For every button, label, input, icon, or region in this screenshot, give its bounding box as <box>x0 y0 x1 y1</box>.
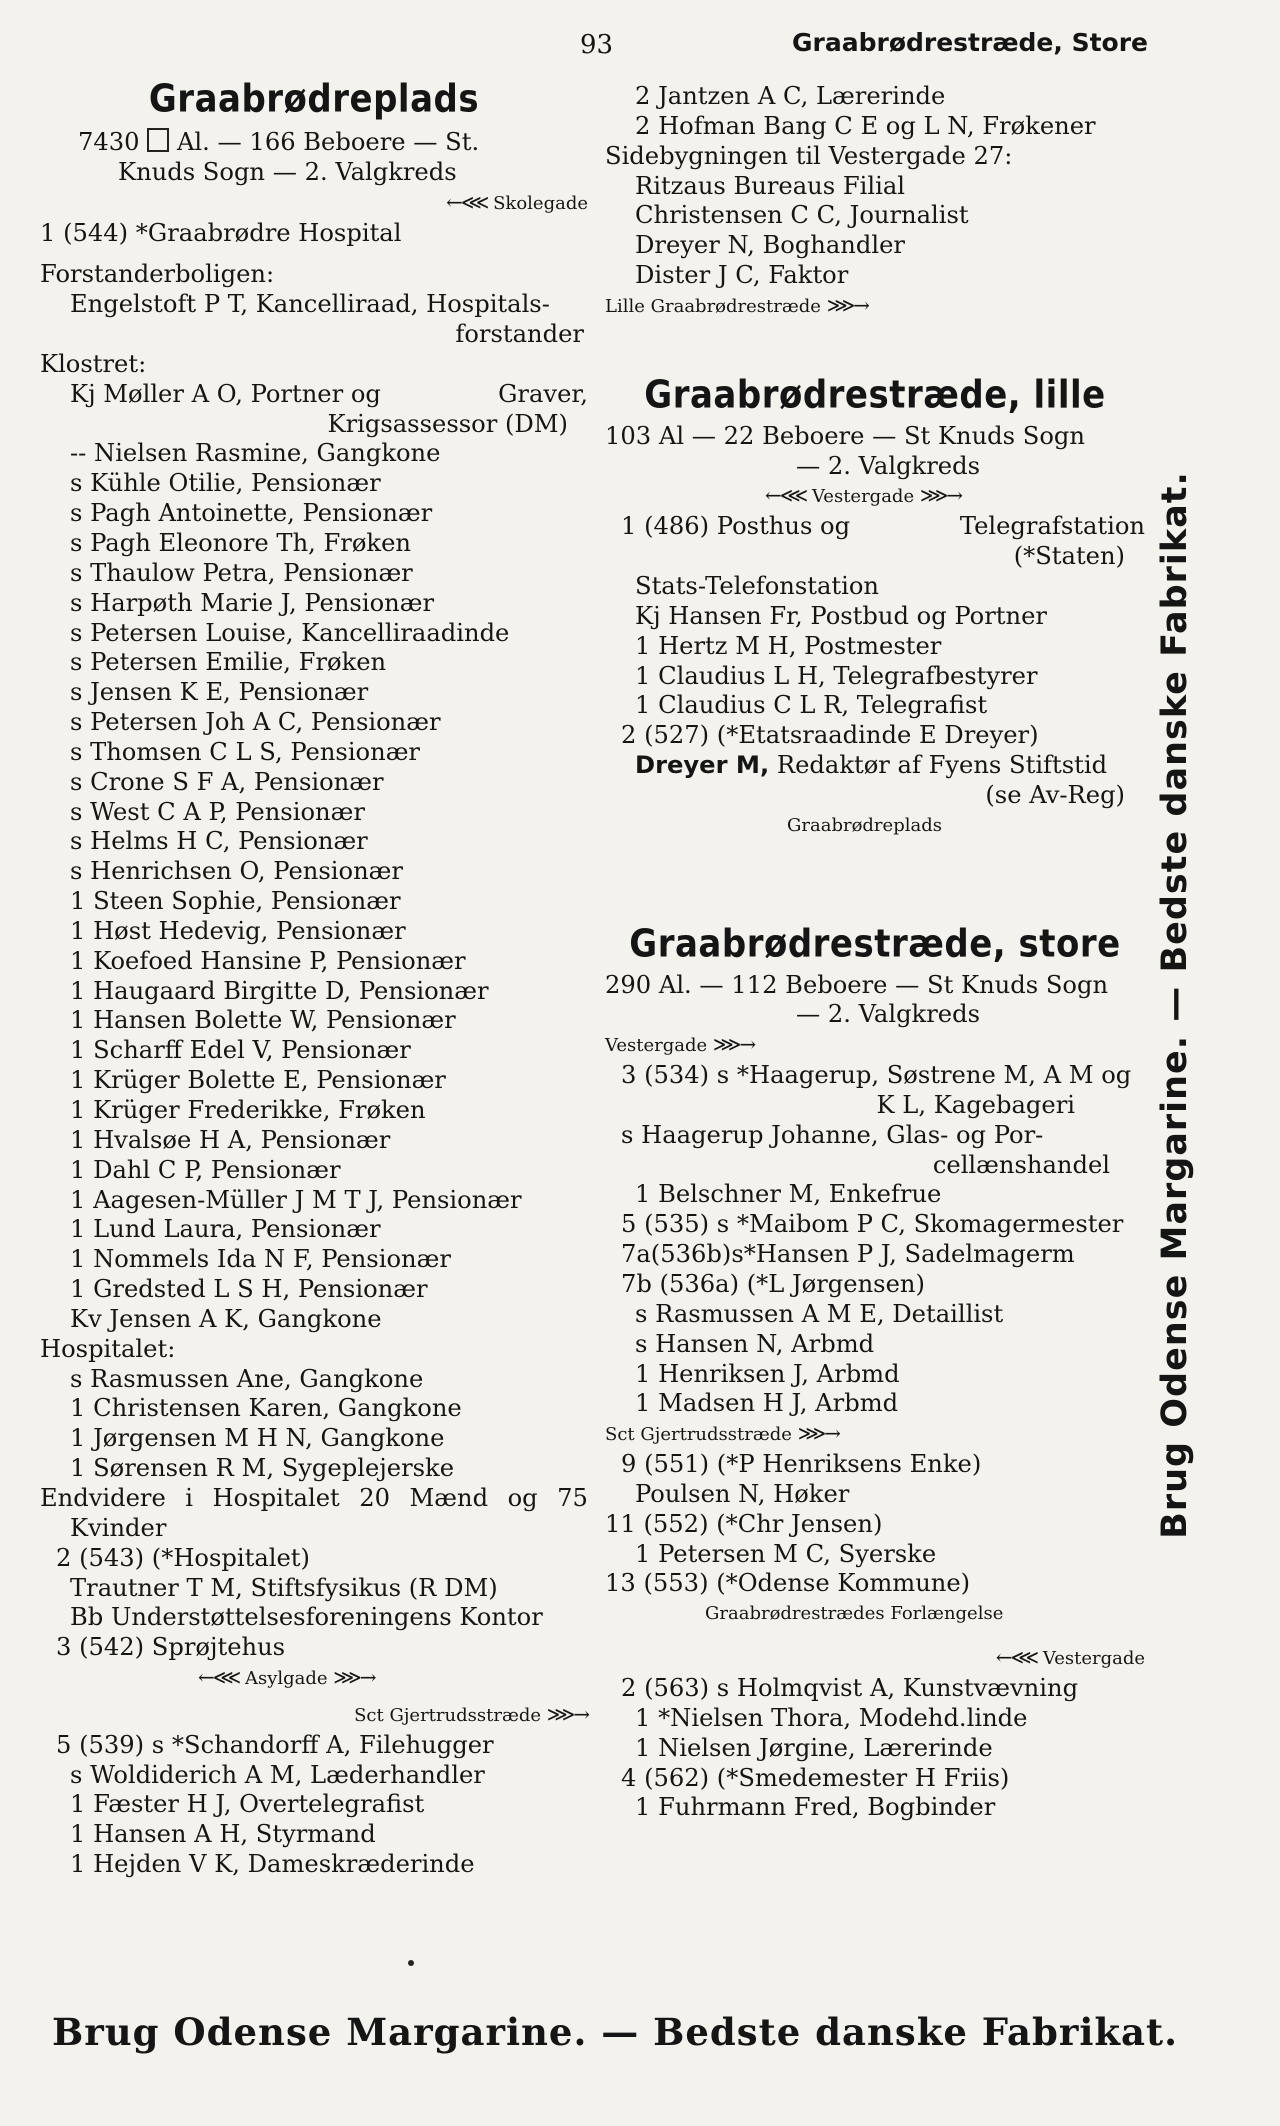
list-item: Dister J C, Faktor <box>635 261 849 290</box>
arrow-left-icon: ←⋘ <box>995 1645 1038 1670</box>
list-item: s West C A P, Pensionær <box>70 797 365 826</box>
arrow-right-icon: ⋙→ <box>546 1701 588 1726</box>
list-item: 2 Hofman Bang C E og L N, Frøkener <box>635 111 1096 140</box>
entry-dreyer-cont: (se Av-Reg) <box>985 780 1125 809</box>
list-item: 1 Nielsen Jørgine, Lærerinde <box>635 1733 993 1762</box>
list-item: 1 Jørgensen M H N, Gangkone <box>70 1424 445 1453</box>
entry-moller-cont: Krigsassessor (DM) <box>327 409 568 438</box>
list-item: 1 Henriksen J, Arbmd <box>635 1359 900 1388</box>
entry-bb-kontor: Bb Understøttelsesforeningens Kontor <box>70 1603 543 1632</box>
section-heading-graabrodrestraede-lille: Graabrødrestræde, lille <box>644 372 1106 418</box>
list-item: s Crone S F A, Pensionær <box>70 767 384 796</box>
list-item: Kv Jensen A K, Gangkone <box>70 1304 382 1333</box>
list-item: 1 Steen Sophie, Pensionær <box>70 887 401 916</box>
subsection-label: Forstanderboligen: <box>40 260 275 289</box>
list-item: s Hansen N, Arbmd <box>635 1329 875 1358</box>
list-item: s Petersen Joh A C, Pensionær <box>70 708 441 737</box>
cross-street-vestergade-2: Vestergade ⋙→ <box>605 1032 755 1057</box>
list-item: 1 Hansen A H, Styrmand <box>70 1820 376 1849</box>
list-item: 7b (536a) (*L Jørgensen) <box>621 1270 925 1298</box>
list-item: 2 (527) (*Etatsraadinde E Dreyer) <box>621 721 1039 750</box>
arrow-right-icon: ⋙→ <box>797 1421 839 1446</box>
entry-trautner: Trautner T M, Stiftsfysikus (R DM) <box>70 1573 498 1602</box>
list-item: 1 Nommels Ida N F, Pensionær <box>70 1245 451 1274</box>
list-item: 1 Krüger Frederikke, Frøken <box>70 1096 426 1124</box>
list-item: Kj Hansen Fr, Postbud og Portner <box>635 601 1047 630</box>
list-item: 1 Gredsted L S H, Pensionær <box>70 1275 428 1304</box>
list-item: s Pagh Antoinette, Pensionær <box>70 499 433 528</box>
entry-posthus: 1 (486) Posthus og Telegrafstation <box>621 512 1145 541</box>
entry-posthus-cont: (*Staten) <box>1013 542 1125 571</box>
list-item: s Pagh Eleonore Th, Frøken <box>70 528 411 557</box>
list-item: 9 (551) (*P Henriksens Enke) <box>621 1450 982 1479</box>
note-endvidere-cont: Kvinder <box>70 1513 167 1542</box>
list-item: 1 Lund Laura, Pensionær <box>70 1215 381 1244</box>
list-item: s Harpøth Marie J, Pensionær <box>70 588 435 617</box>
section-heading-graabrodrestraede-store: Graabrødrestræde, store <box>629 921 1121 966</box>
list-item: 1 Krüger Bolette E, Pensionær <box>70 1066 446 1095</box>
list-item: Ritzaus Bureaus Filial <box>635 171 905 200</box>
list-item: 1 Christensen Karen, Gangkone <box>70 1394 462 1423</box>
list-item: 13 (553) (*Odense Kommune) <box>605 1569 971 1598</box>
list-item: s Rasmussen Ane, Gangkone <box>70 1364 424 1393</box>
subsection-label: Klostret: <box>40 349 147 378</box>
entry-johanne: s Haagerup Johanne, Glas- og Por- <box>621 1120 1044 1149</box>
list-item: s Thomsen C L S, Pensionær <box>70 737 420 766</box>
entry-johanne-cont: cellænshandel <box>932 1150 1110 1179</box>
list-item: 5 (535) s *Maibom P C, Skomagermester <box>621 1210 1124 1239</box>
running-head: Graabrødrestræde, Store <box>792 28 1148 57</box>
list-item: 1 Koefoed Hansine P, Pensionær <box>70 946 466 975</box>
list-item: 1 Madsen H J, Arbmd <box>635 1389 899 1418</box>
entry-542: 3 (542) Sprøjtehus <box>56 1633 286 1662</box>
cross-street-sct-gjertrud: Sct Gjertrudsstræde ⋙→ <box>354 1701 588 1726</box>
bottom-advertisement: Brug Odense Margarine. — Bedste danske Fabrikat. <box>51 2010 1178 2054</box>
arrow-right-icon: ⋙→ <box>712 1032 755 1057</box>
list-item: 1 Claudius C L R, Telegrafist <box>635 691 988 720</box>
cross-street-lille: Lille Graabrødrestræde ⋙→ <box>605 292 868 317</box>
entry-engelstoft-cont: forstander <box>455 320 584 349</box>
street-info-line-2: — 2. Valgkreds <box>796 1000 980 1029</box>
cross-street-graabrodreplads: Graabrødreplads <box>787 814 942 836</box>
square-box-icon <box>147 128 169 152</box>
cross-street-forlaengelse: Graabrødrestrædes Forlængelse <box>705 1603 1004 1625</box>
left-column <box>40 78 588 1880</box>
list-item: s Petersen Emilie, Frøken <box>70 648 387 677</box>
cross-street-vestergade-3: ←⋘ Vestergade <box>995 1645 1145 1670</box>
note-endvidere: Endvidere i Hospitalet 20 Mænd og 75 <box>40 1483 588 1512</box>
list-item: 1 Haugaard Birgitte D, Pensionær <box>70 976 489 1005</box>
list-item: 1 Sørensen R M, Sygeplejerske <box>70 1454 455 1483</box>
list-item: 1 Fuhrmann Fred, Bogbinder <box>635 1793 996 1822</box>
section-heading-graabrodreplads: Graabrødreplads <box>148 76 480 122</box>
list-item: Dreyer N, Boghandler <box>635 231 905 260</box>
arrow-right-icon: ⋙→ <box>333 1665 375 1690</box>
list-item: s Henrichsen O, Pensionær <box>70 857 403 886</box>
list-item: 1 Claudius L H, Telegrafbestyrer <box>635 661 1038 690</box>
entry-haagerup-cont: K L, Kagebageri <box>876 1090 1075 1119</box>
list-item: s Kühle Otilie, Pensionær <box>70 469 381 498</box>
list-item: 4 (562) (*Smedemester H Friis) <box>621 1763 1010 1792</box>
list-item: s Petersen Louise, Kancelliraadinde <box>70 618 510 647</box>
arrow-right-icon: ⋙→ <box>919 483 962 508</box>
arrow-left-icon: ←⋘ <box>765 483 807 508</box>
list-item: 1 Høst Hedevig, Pensionær <box>70 916 406 945</box>
list-item: s Helms H C, Pensionær <box>70 827 368 856</box>
street-info-line: 290 Al. — 112 Beboere — St Knuds Sogn <box>605 970 1109 999</box>
arrow-left-icon: ←⋘ <box>446 189 488 214</box>
list-item: 1 Fæster H J, Overtelegrafist <box>70 1790 425 1819</box>
vertical-advertisement: Brug Odense Margarine. — Bedste danske Fabrikat. <box>1155 471 1195 1539</box>
entry-haagerup: 3 (534) s *Haagerup, Søstrene M, A M og <box>621 1061 1132 1090</box>
page-number: 93 <box>580 30 614 60</box>
list-item: 1 Belschner M, Enkefrue <box>635 1180 942 1209</box>
list-item: 11 (552) (*Chr Jensen) <box>605 1509 883 1538</box>
list-item: Poulsen N, Høker <box>635 1479 850 1508</box>
cross-street-vestergade: ←⋘ Vestergade ⋙→ <box>765 483 962 508</box>
list-item: 2 Jantzen A C, Lærerinde <box>635 82 946 110</box>
list-item: 2 (563) s Holmqvist A, Kunstvævning <box>621 1673 1079 1702</box>
list-item: s Woldiderich A M, Læderhandler <box>70 1760 485 1789</box>
entry-moller: Kj Møller A O, Portner og Graver, <box>70 379 588 408</box>
list-item: 1 *Nielsen Thora, Modehd.linde <box>635 1703 1028 1732</box>
list-item: Stats-Telefonstation <box>635 571 880 600</box>
street-info-line: 7430 Al. — 166 Beboere — St. <box>78 128 480 156</box>
right-column <box>605 82 1145 1823</box>
list-item: 1 Petersen M C, Syerske <box>635 1539 937 1568</box>
list-item: s Rasmussen A M E, Detaillist <box>635 1299 1004 1328</box>
entry-graabrodre-hospital: 1 (544) *Graabrødre Hospital <box>40 218 402 247</box>
cross-street-sct-gjertrud: Sct Gjertrudsstræde ⋙→ <box>605 1421 839 1446</box>
subsection-label: Sidebygningen til Vestergade 27: <box>605 141 1013 170</box>
entry-dreyer: Dreyer M, Redaktør af Fyens Stiftstid <box>635 751 1108 780</box>
street-info-line-2: Knuds Sogn — 2. Valgkreds <box>118 157 457 186</box>
list-item: 7a(536b)s*Hansen P J, Sadelmagerm <box>621 1240 1075 1269</box>
list-item: 1 Hertz M H, Postmester <box>635 631 942 660</box>
list-item: 1 Hvalsøe H A, Pensionær <box>70 1125 391 1154</box>
street-info-line-2: — 2. Valgkreds <box>796 451 980 480</box>
cross-street-asylgade: ←⋘ Asylgade ⋙→ <box>198 1665 375 1690</box>
list-item: 1 Dahl C P, Pensionær <box>70 1155 341 1184</box>
list-item: Christensen C C, Journalist <box>635 201 969 230</box>
street-info-line: 103 Al — 22 Beboere — St Knuds Sogn <box>605 421 1085 450</box>
list-item: -- Nielsen Rasmine, Gangkone <box>70 439 441 468</box>
subsection-label: Hospitalet: <box>40 1334 176 1363</box>
list-item: s Thaulow Petra, Pensionær <box>70 558 413 587</box>
arrow-right-icon: ⋙→ <box>826 292 868 317</box>
entry-543: 2 (543) (*Hospitalet) <box>56 1543 310 1572</box>
list-item: 5 (539) s *Schandorff A, Filehugger <box>56 1730 494 1759</box>
list-item: 1 Scharff Edel V, Pensionær <box>70 1036 411 1065</box>
entry-engelstoft: Engelstoft P T, Kancelliraad, Hospitals- <box>70 290 550 319</box>
list-item: 1 Hansen Bolette W, Pensionær <box>70 1006 456 1035</box>
cross-street-skolegade: ←⋘ Skolegade <box>446 189 588 214</box>
list-item: 1 Hejden V K, Dameskræderinde <box>70 1850 475 1879</box>
ink-dot <box>408 1960 414 1966</box>
list-item: 1 Aagesen-Müller J M T J, Pensionær <box>70 1185 522 1214</box>
arrow-left-icon: ←⋘ <box>198 1665 240 1690</box>
list-item: s Jensen K E, Pensionær <box>70 678 369 707</box>
